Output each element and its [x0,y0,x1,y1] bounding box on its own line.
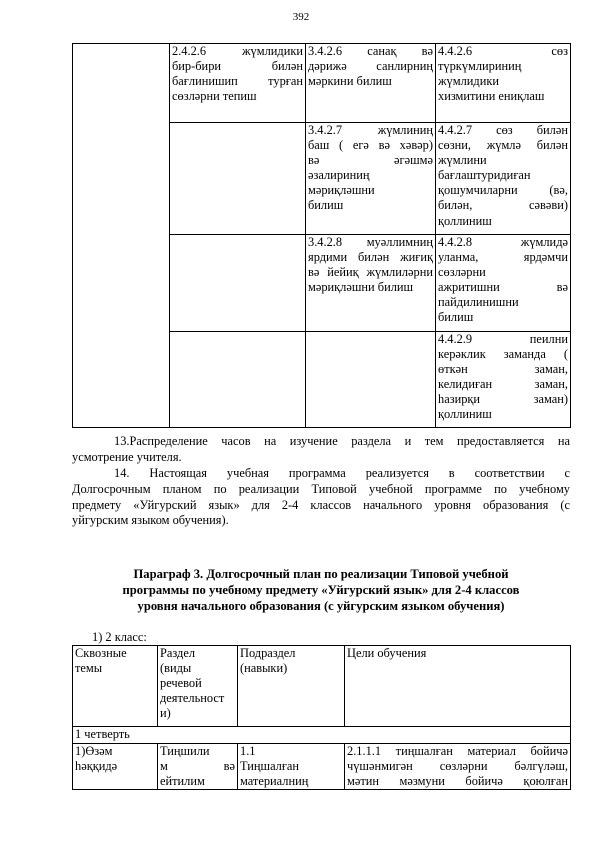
header-learning-goals: Цели обучения [345,646,571,727]
page-number: 392 [292,11,310,23]
goal-cell: 2.1.1.1 тиңшалған материал бойичә чүшәнмигән сөзләрни бәлгүләш, мәтин мәзмуни бойичә қоюлған [345,744,571,790]
empty-cell [170,123,306,235]
empty-cell [73,44,170,428]
learning-goals-table [72,43,571,428]
header-subsection: Подраздел (навыки) [238,646,345,727]
section-cell: Тиңшили м вә ейтилим [158,744,238,790]
goal-4-cell: 4.4.2.7 сөз билән сөзни, жүмлә билән жүмлини бағлаштуридиған қошумчиларни (вә, билән, сәвәви) қоллиниш [436,123,571,235]
empty-cell [170,235,306,332]
theme-cell: 1)Өзәм һәққидә [73,744,158,790]
goal-4-cell: 4.4.2.6 сөз түркүмлириниң жүмлидики хизмитини ениқлаш [436,44,571,123]
goal-4-cell: 4.4.2.8 жүмлидә уланма, ярдәмчи сөзләрни ажритишни вә пайдилинишни билиш [436,235,571,332]
goal-3-cell: 3.4.2.7 жүмлиниң баш ( егә вә хәвәр) вә әгәшмә әзалириниң мәриқләшни билиш [306,123,436,235]
goal-4-cell: 4.4.2.9 пеилни керәклик заманда ( өткән заман, келидиған заман, һазирқи заман) қоллиниш [436,332,571,428]
header-cross-cutting-themes: Сквозные темы [73,646,158,727]
empty-cell [170,332,306,428]
paragraph-13: 13.Распределение часов на изучение раздела и тем предоставляется на усмотрение учителя. [72,434,570,464]
paragraph-14: 14. Настоящая учебная программа реализуется в соответствии с Долгосрочным планом по реализации Типовой учебной программе по учебному предмету «Уйгурский язык» для 2-4 классов начального уровня образования (с уйгурским языком обучения). [72,466,570,528]
section-heading: Параграф 3. Долгосрочный план по реализации Типовой учебной программы по учебному предмету «Уйгурский язык» для 2-4 классов уровня начального образования (с уйгурским языком обучения) [122,567,520,613]
quarter-label: 1 четверть [73,727,571,744]
long-term-plan-table [72,645,571,790]
goal-3-cell: 3.4.2.6 санақ вә дәрижә санлирниң мәркини билиш [306,44,436,123]
table-row [73,744,571,790]
header-section: Раздел (виды речевой деятельност и) [158,646,238,727]
goal-2-cell: 2.4.2.6 жүмлидики бир-бири билән бағлинишип турған сөзләрни тепиш [170,44,306,123]
goal-3-cell: 3.4.2.8 муәллимниң ярдими билән жиғиқ вә йейиқ жүмлиләрни мәриқләшни билиш [306,235,436,332]
empty-cell [306,332,436,428]
quarter-row [73,727,571,744]
table-header-row [73,646,571,727]
table-row [73,44,571,123]
class-label: 1) 2 класс: [92,630,147,644]
subsection-cell: 1.1 Тиңшалған материалниң [238,744,345,790]
